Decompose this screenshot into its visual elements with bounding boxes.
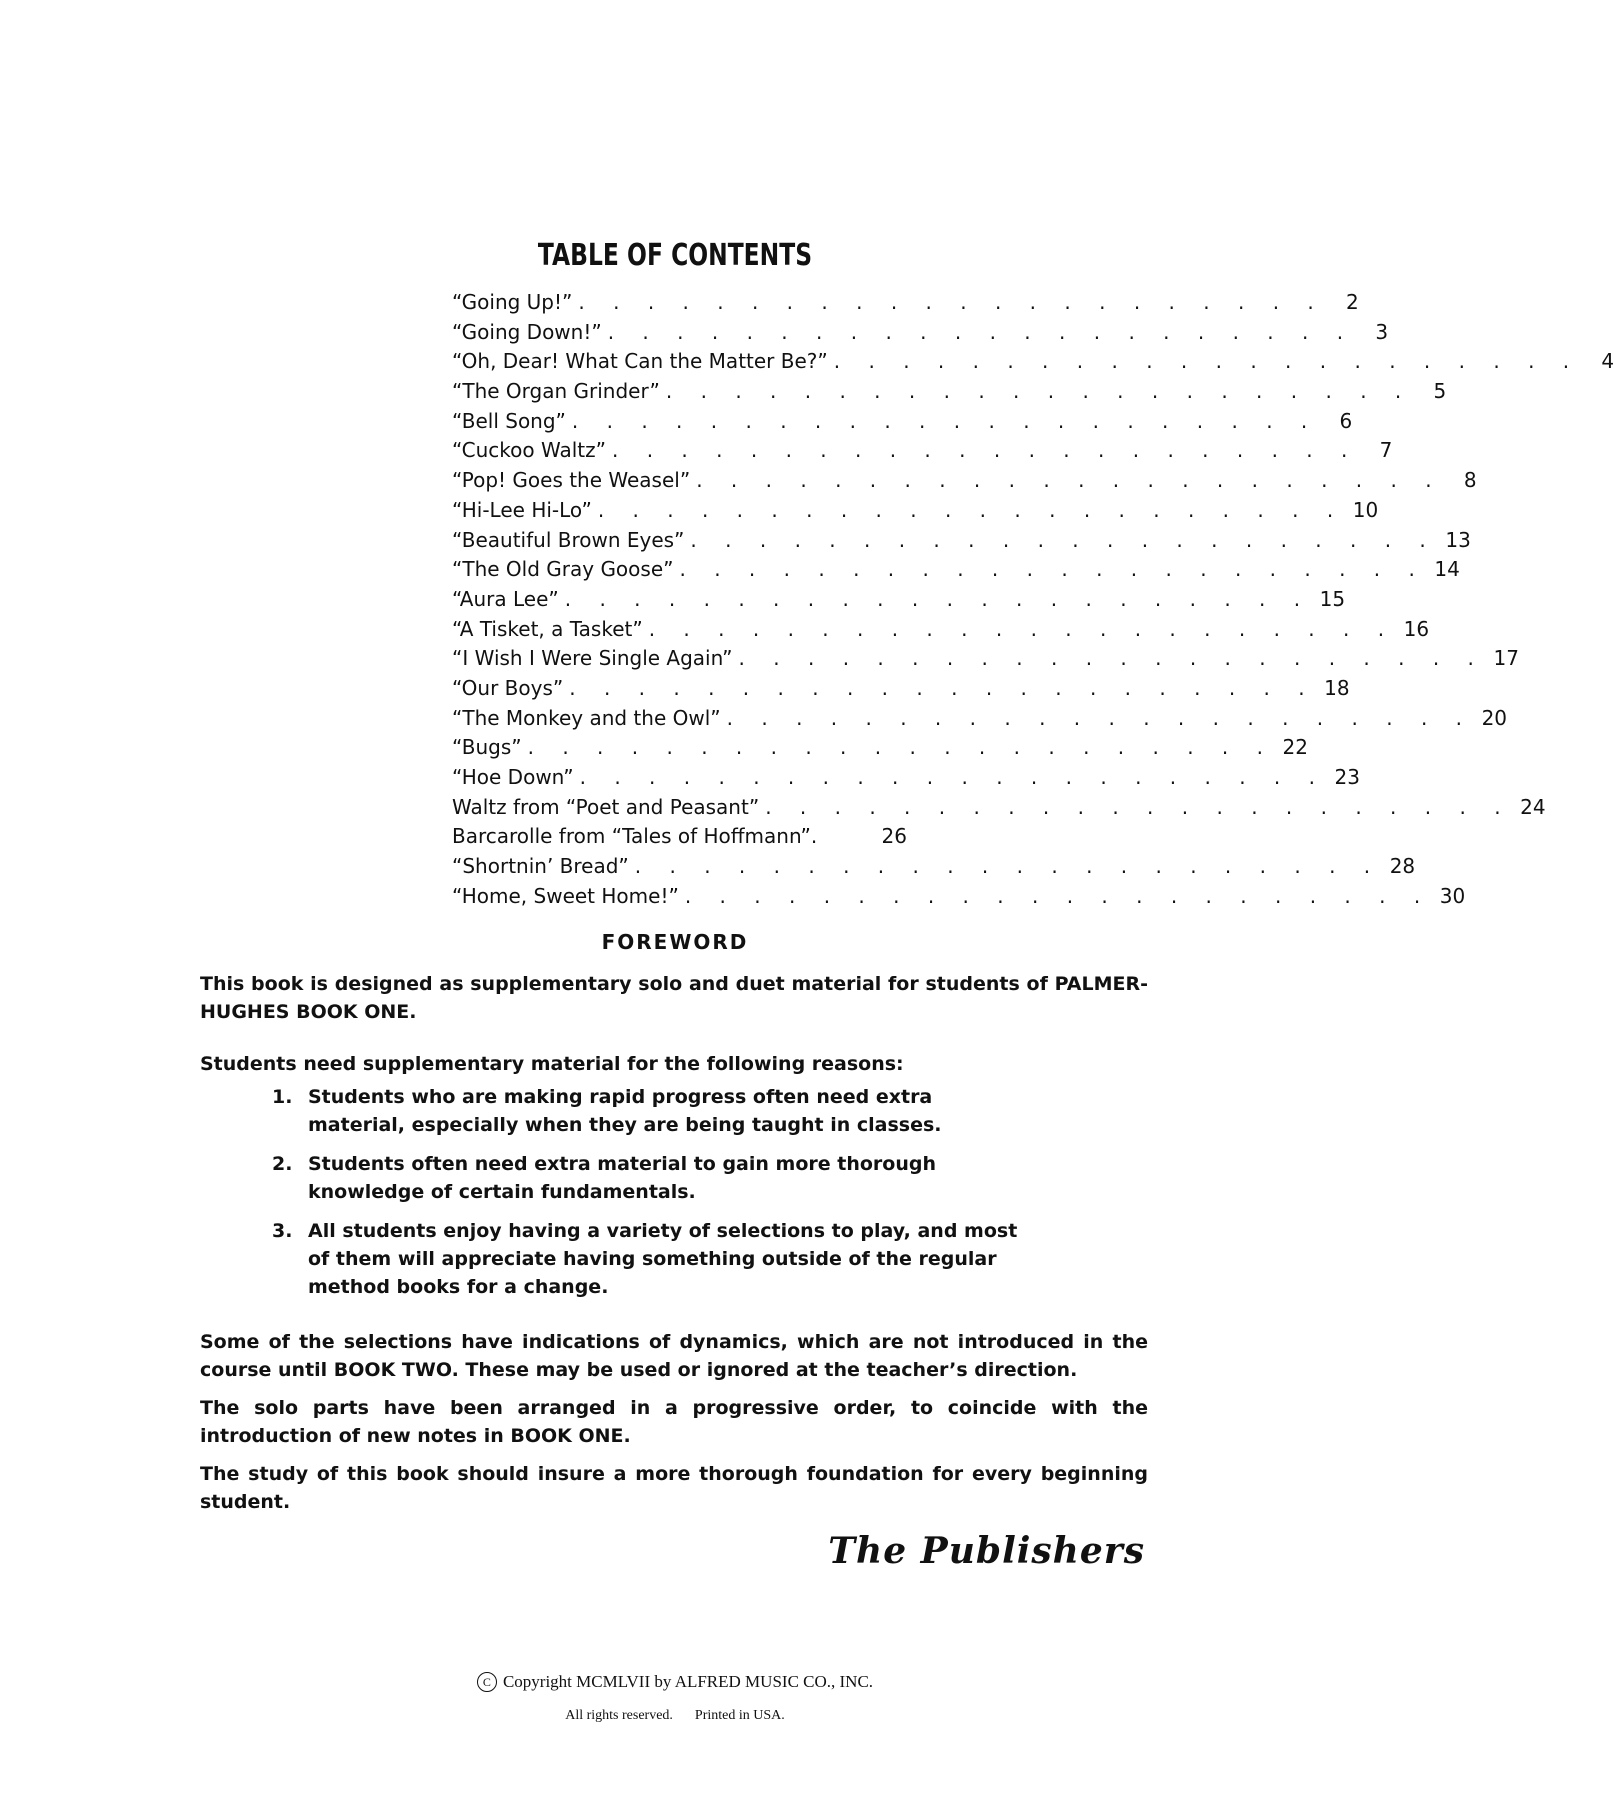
toc-leader-dots: . . . . . . . . . . . . . . . . . . . . . .	[607, 319, 1355, 344]
toc-entry-page: 14	[1434, 557, 1460, 582]
toc-entry-page: 2	[1346, 290, 1359, 314]
toc-entry	[452, 704, 1508, 734]
toc-entry-title: “A Tisket, a Tasket”	[452, 616, 643, 641]
toc-entry	[452, 347, 1614, 377]
toc-entry-page: 5	[1433, 379, 1447, 404]
foreword-intro: This book is designed as supplementary solo and duet material for students of PALMER-HUGHES BOOK ONE.	[200, 973, 1148, 1023]
toc-entry-title: “Pop! Goes the Weasel”	[452, 468, 691, 493]
toc-leader-dots: . . . . . . . . . . . . . . . . . . . . . .	[527, 735, 1274, 760]
toc-entry-title: “Aura Lee”	[452, 586, 559, 611]
toc-entry-page: 20	[1481, 705, 1508, 730]
toc-entry	[452, 466, 1477, 496]
toc-entry	[452, 555, 1460, 585]
toc-entry	[452, 882, 1466, 912]
toc-leader-dots: . . . . . . . . . . . . . . . . . . . . . .	[833, 349, 1581, 374]
toc-entry	[452, 407, 1353, 437]
toc-entry-title: “Going Up!”	[452, 290, 573, 314]
toc-entry	[452, 526, 1471, 556]
toc-leader-dots: . . . . . . . . . . . . . . . . . . . . . .	[648, 616, 1396, 641]
toc-entry	[452, 733, 1308, 763]
toc-entry	[452, 852, 1416, 882]
toc-entry	[452, 674, 1350, 704]
toc-entry-page: 26	[881, 824, 907, 849]
toc-leader-dots: . . . . . . . . . . . . . . . . . . . . . .	[597, 497, 1345, 522]
toc-entry	[452, 318, 1389, 348]
toc-entry-title: “Cuckoo Waltz”	[452, 438, 606, 463]
reason-number: 1.	[272, 1086, 293, 1108]
reasons-heading: Students need supplementary material for the following reasons:	[200, 1053, 904, 1075]
toc-entry-title: “Hoe Down”	[452, 765, 574, 789]
solo-parts-note: The solo parts have been arranged in a progressive order, to coincide with the introduction of new notes in BOOK ONE.	[200, 1397, 1148, 1447]
toc-entry-title: “Going Down!”	[452, 319, 602, 344]
toc-entry-title: “Shortnin’ Bread”	[452, 854, 629, 879]
toc-title: TABLE OF CONTENTS	[537, 238, 813, 273]
publisher-signature: The Publishers	[828, 1530, 1145, 1572]
toc-entry-page: 30	[1439, 883, 1466, 908]
toc-leader-dots: . . . . . . . . . . . . . . . . . . . . . .	[634, 854, 1382, 879]
reason-text: Students often need extra material to gain more thorough knowledge of certain fundamentals.	[308, 1153, 936, 1203]
toc-entry-page: 28	[1389, 854, 1416, 879]
toc-entry-page: 13	[1445, 527, 1471, 552]
reason-item	[272, 1083, 1032, 1139]
toc-entry	[452, 436, 1393, 466]
toc-entry-title: “Home, Sweet Home!”	[452, 883, 679, 908]
reason-text: Students who are making rapid progress often need extra material, especially when they are being taught in classes.	[308, 1086, 942, 1136]
toc-leader-dots: . . . . . . . . . . . . . . . . . . . . . .	[564, 586, 1312, 611]
toc-entry-page: 16	[1403, 616, 1430, 641]
toc-entry-page: 7	[1379, 438, 1393, 463]
toc-entry-title: Barcarolle from “Tales of Hoffmann”.	[452, 824, 818, 849]
toc-entry-page: 4	[1601, 349, 1614, 374]
copyright-text: Copyright MCMLVII by ALFRED MUSIC CO., INC.	[502, 1672, 874, 1691]
toc-entry-title: “The Old Gray Goose”	[452, 557, 674, 582]
toc-entry	[452, 793, 1546, 823]
toc-leader-dots: . . . . . . . . . . . . . . . . . . . . . .	[696, 468, 1443, 493]
foreword-title: FOREWORD	[601, 930, 749, 954]
toc-entry-title: “Bugs”	[452, 735, 522, 760]
toc-leader-dots: . . . . . . . . . . . . . . . . . . . . . .	[738, 646, 1485, 671]
toc-entry-title: Waltz from “Poet and Peasant”	[452, 794, 760, 819]
toc-entry-title: “Bell Song”	[452, 408, 566, 433]
toc-leader-dots: . . . . . . . . . . . . . . . . . . . . . .	[612, 438, 1359, 463]
toc-entry	[452, 288, 1359, 318]
reason-item	[272, 1150, 1032, 1206]
copyright-line	[0, 1672, 1350, 1692]
toc-leader-dots: . . . . . . . . . . . . . . . . . . . . . .	[579, 765, 1326, 789]
toc-leader-dots: . . . . . . . . . . . . . . . . . . . . . .	[765, 794, 1512, 819]
dynamics-note: Some of the selections have indications of dynamics, which are not introduced in the course until BOOK TWO. These may be used or ignored at the teacher’s direction.	[200, 1331, 1148, 1381]
toc-leader-dots: . . . . . . . . . . . . . . . . . . . . . .	[665, 379, 1413, 404]
toc-leader-dots: . . . . . . . . . . . . . . . . . . . . . .	[578, 290, 1325, 314]
toc-entry-page: 10	[1352, 497, 1379, 522]
toc-leader-dots: . . . . . . . . . . . . . . . . . . . . . .	[569, 675, 1316, 700]
reason-number: 3.	[272, 1220, 293, 1242]
toc-entry-page: 8	[1463, 468, 1477, 493]
toc-leader-dots: . . . . . . . . . . . . . . . . . . . . . .	[679, 557, 1426, 582]
toc-entry-title: “Oh, Dear! What Can the Matter Be?”	[452, 349, 828, 374]
toc-entry-page: 22	[1282, 735, 1308, 760]
toc-entry-page: 3	[1375, 319, 1389, 344]
toc-entry-page: 15	[1319, 586, 1346, 611]
toc-leader-dots: . . . . . . . . . . . . . . . . . . . . . .	[684, 883, 1432, 908]
reason-item	[272, 1217, 1032, 1301]
toc-entry-title: “I Wish I Were Single Again”	[452, 646, 733, 671]
toc-leader-dots: . . . . . . . . . . . . . . . . . . . . . .	[571, 408, 1319, 433]
rights-line	[0, 1708, 1350, 1724]
copyright-icon: C	[477, 1672, 497, 1692]
printed-text: Printed in USA.	[694, 1708, 785, 1723]
toc-entry-title: “The Organ Grinder”	[452, 379, 660, 404]
toc-entry-page: 18	[1324, 675, 1350, 700]
toc-entry-page: 6	[1339, 408, 1353, 433]
toc-entry	[452, 615, 1430, 645]
toc-entry-title: “Beautiful Brown Eyes”	[452, 527, 685, 552]
toc-entry	[452, 377, 1447, 407]
toc-entry-title: “Hi-Lee Hi-Lo”	[452, 497, 592, 522]
reason-number: 2.	[272, 1153, 293, 1175]
toc-entry-page: 24	[1520, 794, 1546, 819]
toc-leader-dots: . . . . . . . . . . . . . . . . . . . . . .	[690, 527, 1437, 552]
toc-entry	[452, 585, 1346, 615]
toc-entry	[452, 496, 1379, 526]
toc-entry-page: 17	[1493, 646, 1519, 671]
toc-entry-title: “Our Boys”	[452, 675, 564, 700]
toc-entry	[452, 822, 907, 852]
toc-entry-title: “The Monkey and the Owl”	[452, 705, 721, 730]
rights-text: All rights reserved.	[565, 1708, 673, 1723]
toc-entry	[452, 763, 1360, 793]
toc-entry	[452, 644, 1519, 674]
reason-text: All students enjoy having a variety of selections to play, and most of them will appreciate having something outside of the regular method books for a change.	[308, 1220, 1018, 1298]
toc-entry-page: 23	[1334, 765, 1360, 789]
table-of-contents	[452, 288, 1614, 911]
study-note: The study of this book should insure a more thorough foundation for every beginning student.	[200, 1463, 1148, 1513]
toc-leader-dots: . . . . . . . . . . . . . . . . . . . . . .	[726, 705, 1474, 730]
